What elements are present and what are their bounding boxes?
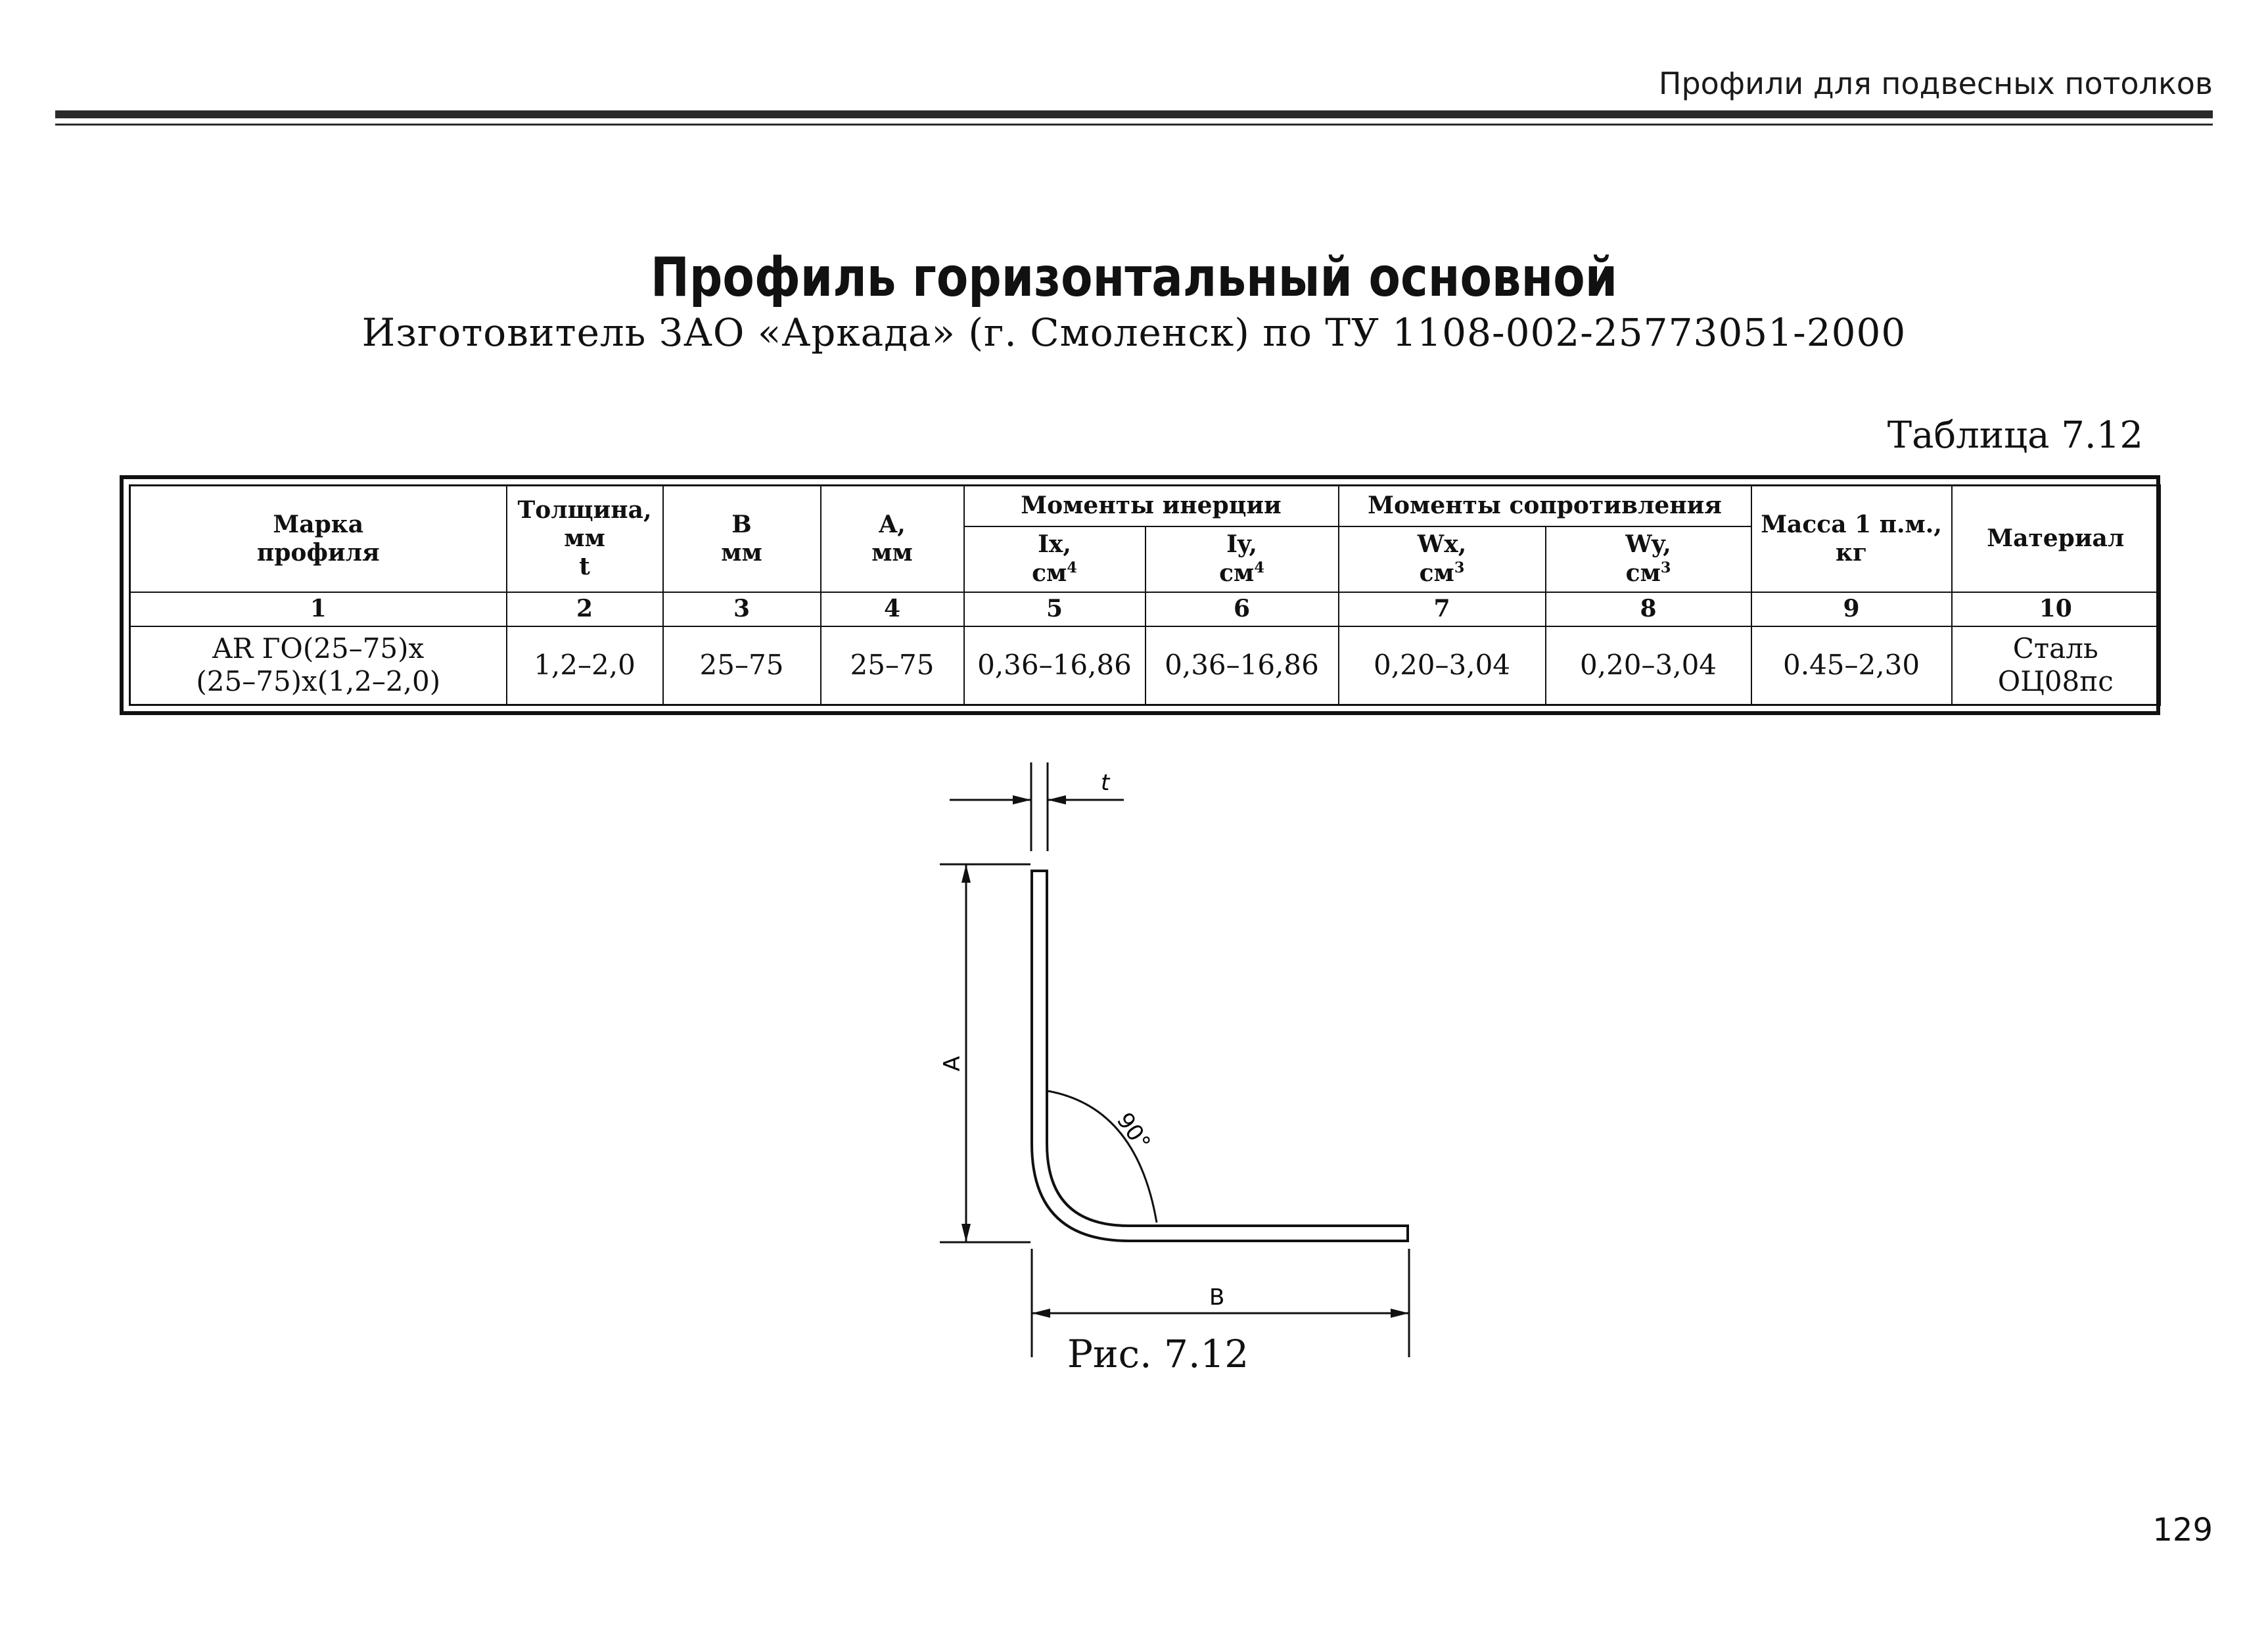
cell-ix: 0,36–16,86 <box>964 626 1146 705</box>
header-wx: Wx, $см^3$ <box>1339 526 1546 592</box>
cell-iy: 0,36–16,86 <box>1146 626 1339 705</box>
profile-drawing <box>920 749 1446 1387</box>
column-number: 10 <box>1952 592 2160 626</box>
label-angle: 90° <box>1111 1107 1156 1155</box>
table-caption: Таблица 7.12 <box>1887 414 2143 457</box>
header-wy: Wy, $см^3$ <box>1546 526 1751 592</box>
column-number: 4 <box>821 592 964 626</box>
cell-wy: 0,20–3,04 <box>1546 626 1751 705</box>
column-number: 3 <box>663 592 821 626</box>
header-thickness: Толщина, мм t <box>507 486 663 592</box>
figure-caption: Рис. 7.12 <box>1067 1332 1249 1376</box>
header-mass: Масса 1 п.м., кг <box>1751 486 1952 592</box>
table-row <box>130 626 2160 705</box>
cell-mark: AR ГО(25–75)х (25–75)х(1,2–2,0) <box>130 626 507 705</box>
header-mark: Марка профиля <box>130 486 507 592</box>
column-number: 9 <box>1751 592 1952 626</box>
column-number: 7 <box>1339 592 1546 626</box>
running-header: Профили для подвесных потолков <box>1658 66 2213 101</box>
column-number: 8 <box>1546 592 1751 626</box>
page-title: Профиль горизонтальный основной <box>650 246 1618 309</box>
profile-outline <box>1032 871 1408 1241</box>
page-subtitle: Изготовитель ЗАО «Аркада» (г. Смоленск) по ТУ 1108-002-25773051-2000 <box>361 310 1907 355</box>
header-rule <box>55 110 2213 118</box>
label-b: B <box>1209 1284 1225 1311</box>
spec-table-frame <box>120 475 2160 715</box>
column-number: 2 <box>507 592 663 626</box>
t-arrow-right <box>1048 795 1066 804</box>
header-ix: Ix, $см^4$ <box>964 526 1146 592</box>
t-arrow-left <box>1013 795 1031 804</box>
column-number: 1 <box>130 592 507 626</box>
cell-b: 25–75 <box>663 626 821 705</box>
cell-a: 25–75 <box>821 626 964 705</box>
header-rule-thin <box>55 124 2213 126</box>
page-number: 129 <box>2152 1512 2213 1548</box>
header-b: B мм <box>663 486 821 592</box>
cell-thickness: 1,2–2,0 <box>507 626 663 705</box>
header-a: A, мм <box>821 486 964 592</box>
column-number: 6 <box>1146 592 1339 626</box>
spec-table <box>129 484 2161 706</box>
cell-mass: 0.45–2,30 <box>1751 626 1952 705</box>
cell-wx: 0,20–3,04 <box>1339 626 1546 705</box>
header-iy: Iy, $см^4$ <box>1146 526 1339 592</box>
header-material: Материал <box>1952 486 2160 592</box>
a-arrow-bottom <box>961 1224 971 1242</box>
b-arrow-right <box>1391 1309 1409 1318</box>
a-arrow-top <box>961 864 971 883</box>
b-arrow-left <box>1032 1309 1050 1318</box>
label-t: t <box>1101 770 1110 796</box>
cell-material: Сталь ОЦ08пс <box>1952 626 2160 705</box>
header-resistance-group: Моменты сопротивления <box>1339 486 1751 526</box>
column-number: 5 <box>964 592 1146 626</box>
label-a: A <box>939 1056 965 1071</box>
header-inertia-group: Моменты инерции <box>964 486 1339 526</box>
